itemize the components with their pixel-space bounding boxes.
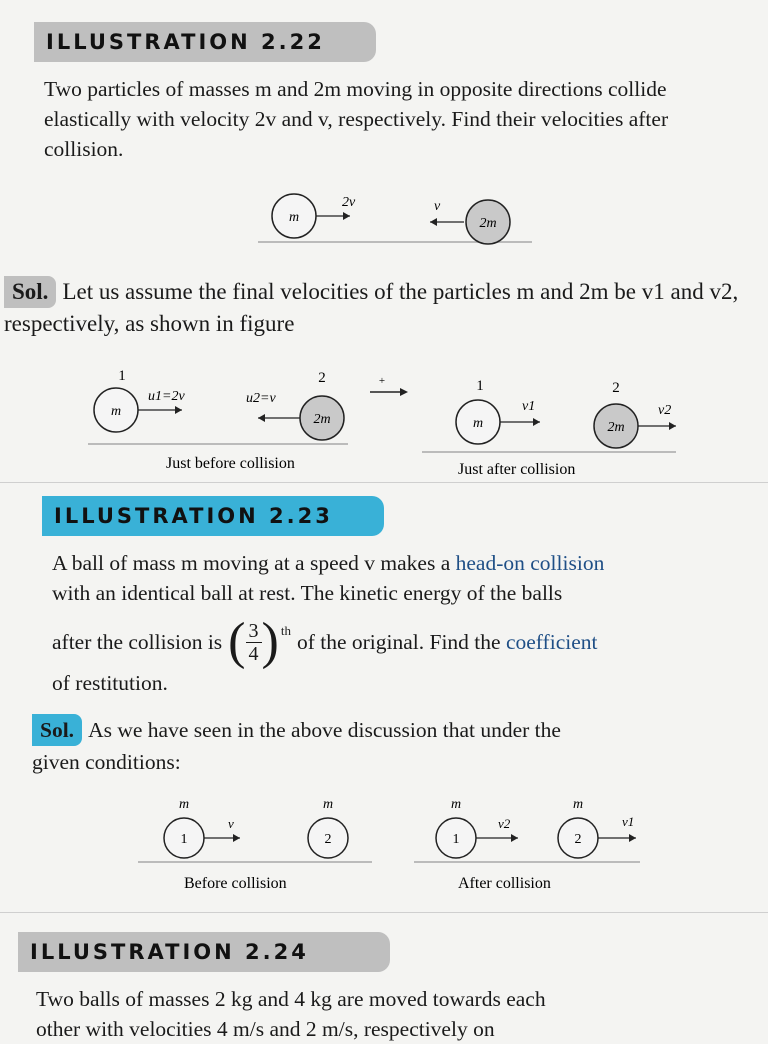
particle-2m-label: 2m <box>479 216 497 231</box>
ball-1-before-label: 1 <box>180 832 188 847</box>
u1-label: u1=2v <box>148 389 185 404</box>
link-head-on-collision[interactable]: head-on collision <box>455 551 605 575</box>
v2-label: v2 <box>658 403 672 418</box>
ball-2-before-label: 2 <box>324 832 332 847</box>
number-1-after: 1 <box>476 378 484 394</box>
caption-after-collision: After collision <box>458 875 551 892</box>
u2-label: u2=v <box>246 391 276 406</box>
v1-label: v1 <box>522 399 536 414</box>
caption-just-after: Just after collision <box>458 461 576 474</box>
illustration-2-23-question: A ball of mass m moving at a speed v makes a head-on collision with an identical ball at rest. The kinetic energy of the balls after the collision is ( $\frac{3}{4}$ ) $^{th}$ of the original. Find the coefficient of restitution. <box>52 551 605 695</box>
number-1-before: 1 <box>118 368 126 384</box>
mass-m-label-4: m <box>572 797 584 812</box>
plus-sign: + <box>378 375 386 387</box>
illustration-title: ILLUSTRATION 2.22 <box>46 30 325 54</box>
mass-m-label-3: m <box>450 797 462 812</box>
illustration-2-22-banner <box>34 22 376 62</box>
figure-2-22-solution <box>86 362 686 474</box>
link-coefficient[interactable]: coefficient <box>505 630 598 654</box>
velocity-2v-label: 2v <box>342 195 356 210</box>
v1-label: v1 <box>622 814 635 829</box>
particle-2m-after-label: 2m <box>607 420 625 435</box>
v2-label: v2 <box>498 816 511 831</box>
solution-2-22: Sol. Let us assume the final velocities of the particles m and 2m be v1 and v2, respectively, as shown in figure <box>4 276 764 340</box>
illustration-title: ILLUSTRATION 2.24 <box>30 940 309 964</box>
ball-2-after-label: 2 <box>574 832 582 847</box>
sol-tag: Sol. <box>4 276 56 308</box>
sol-tag: Sol. <box>32 714 82 746</box>
number-2-before: 2 <box>318 370 326 386</box>
velocity-v-label: v <box>434 199 441 214</box>
mass-m-label-1: m <box>178 797 190 812</box>
number-2-after: 2 <box>612 380 620 396</box>
solution-2-23: Sol. As we have seen in the above discussion that under the given conditions: <box>32 714 752 778</box>
section-divider <box>0 912 768 913</box>
particle-m-after-label: m <box>472 416 484 431</box>
section-divider <box>0 482 768 483</box>
mass-m-label-2: m <box>322 797 334 812</box>
illustration-2-24-banner <box>18 932 390 972</box>
caption-just-before: Just before collision <box>166 455 295 472</box>
particle-2m-before-label: 2m <box>313 412 331 427</box>
particle-m-before-label: m <box>110 404 122 419</box>
illustration-title: ILLUSTRATION 2.23 <box>54 504 333 528</box>
ball-1-after-label: 1 <box>452 832 460 847</box>
figure-2-22 <box>250 186 540 256</box>
illustration-2-22-question: Two particles of masses m and 2m moving in opposite directions collide elastically with velocity 2v and v, respectively. Find their velocities after collision. <box>44 77 669 161</box>
particle-m-label: m <box>288 210 300 225</box>
fraction-three-quarters: ( $\frac{3}{4}$ ) $^{th}$ <box>228 613 291 670</box>
caption-before-collision: Before collision <box>184 875 287 892</box>
velocity-v-label: v <box>228 816 234 831</box>
illustration-2-23-banner <box>42 496 384 536</box>
illustration-2-24-question: Two balls of masses 2 kg and 4 kg are moved towards each other with velocities 4 m/s and 2 m/s, respectively on <box>36 987 546 1041</box>
figure-2-23 <box>136 792 646 898</box>
